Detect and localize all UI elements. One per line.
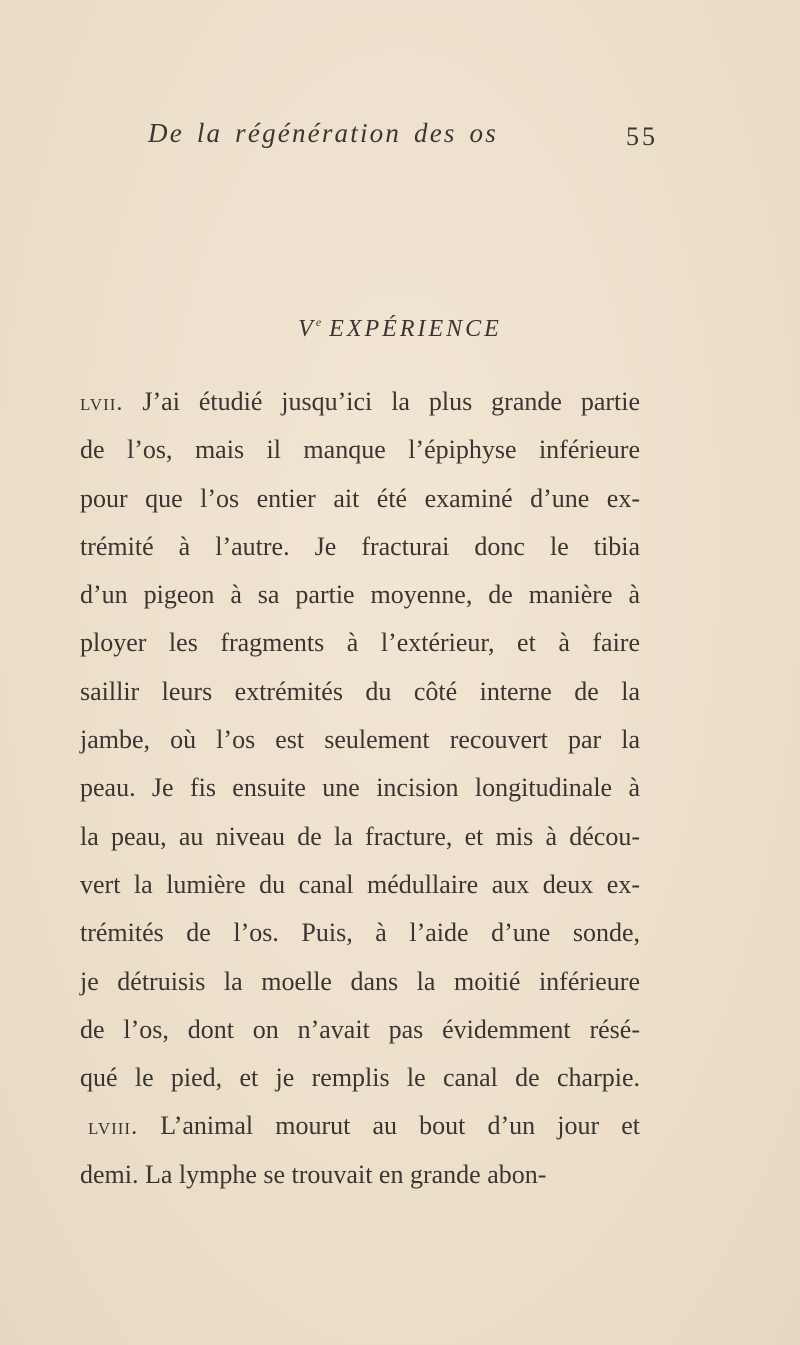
text-line: demi. La lymphe se trouvait en grande abon- [80, 1159, 547, 1189]
text-line: saillir leurs extrémités du côté interne de la [80, 676, 640, 706]
line-text: J’ai étudié jusqu’ici la plus grande partie [142, 387, 641, 416]
body-text [80, 378, 640, 1199]
text-line: de l’os, dont on n’avait pas évidemment résé- [80, 1014, 640, 1044]
text-line: d’un pigeon à sa partie moyenne, de manière à [80, 580, 640, 610]
paragraph-number: lvii. [80, 390, 124, 416]
text-line: je détruisis la moelle dans la moitié inférieure [80, 966, 640, 996]
section-heading [0, 315, 800, 343]
running-title: De la régénération des os [148, 118, 498, 148]
text-line: trémités de l’os. Puis, à l’aide d’une sonde, [80, 918, 640, 948]
section-title: EXPÉRIENCE [329, 316, 502, 342]
text-line: pour que l’os entier ait été examiné d’une ex- [80, 483, 640, 513]
page-number: 55 [626, 122, 658, 151]
section-numeral: V [298, 316, 316, 342]
text-line: ployer les fragments à l’extérieur, et à faire [80, 628, 640, 658]
text-line: trémité à l’autre. Je fracturai donc le tibia [80, 531, 640, 561]
running-head [148, 118, 658, 158]
line-text: L’animal mourut au bout d’un jour et [160, 1111, 641, 1141]
text-line: vert la lumière du canal médullaire aux deux ex- [80, 869, 640, 899]
text-line: peau. Je fis ensuite une incision longitudinale à [80, 773, 640, 803]
text-line: qué le pied, et je remplis le canal de charpie. [80, 1063, 640, 1093]
text-line: jambe, où l’os est seulement recouvert par la [80, 725, 640, 755]
text-line [80, 378, 640, 426]
section-numeral-suffix: e [315, 315, 322, 329]
text-line: la peau, au niveau de la fracture, et mis à décou- [80, 821, 640, 851]
text-line: de l’os, mais il manque l’épiphyse inférieure [80, 435, 640, 465]
text-line [80, 1102, 640, 1150]
paragraph-number: lviii. [88, 1114, 139, 1141]
